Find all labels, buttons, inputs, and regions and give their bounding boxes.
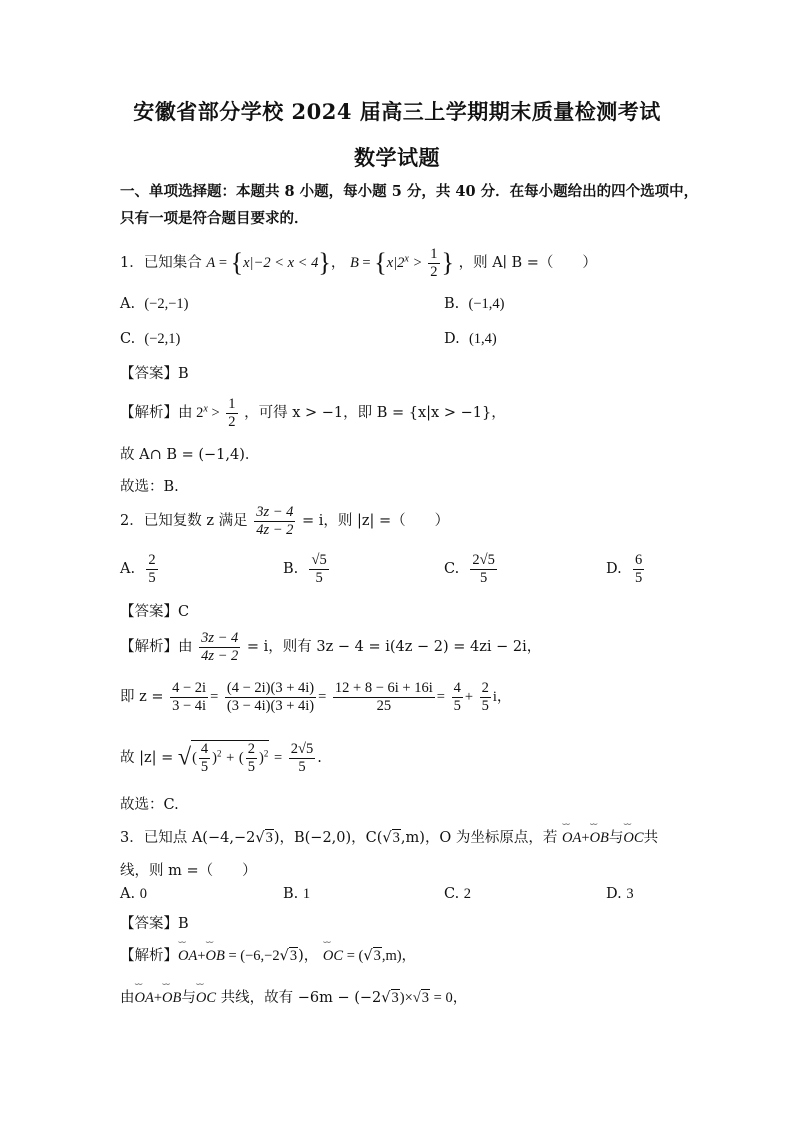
- q3-a1-end: ,m)，: [381, 948, 417, 964]
- q3-option-d-label: D.: [606, 886, 622, 902]
- q2-a2-tail: i，: [492, 689, 512, 706]
- q3-vec-ob: ⌣⌣ OB: [590, 830, 609, 847]
- q3-option-a-label: A.: [120, 886, 136, 902]
- q3-a2-vec-oa: ⌣⌣ OA: [135, 990, 154, 1007]
- q2-answer: 【答案】C: [120, 604, 190, 620]
- q3-l1-e: ,m)，O 为坐标原点，若: [400, 830, 558, 846]
- page-subtitle: 数学试题: [354, 145, 440, 170]
- q1-setB-lhs: B: [349, 255, 359, 272]
- q3-a2-vec-ob: ⌣⌣ OB: [162, 990, 181, 1007]
- q2-option-b[interactable]: [283, 552, 331, 586]
- q1-option-a-text: (−2,−1): [144, 296, 189, 312]
- q2-a1-num: 3z − 4: [201, 630, 239, 646]
- q2-option-a-den: 5: [148, 569, 156, 586]
- q3-l1-g: 共: [643, 830, 659, 846]
- q2-frac-den: 4z − 2: [256, 521, 294, 538]
- q1-choice: 故选：B.: [120, 479, 179, 495]
- q1-option-d[interactable]: [444, 331, 497, 348]
- q3-option-b-label: B.: [283, 886, 299, 902]
- q2-choice: 故选：C.: [120, 797, 179, 813]
- q1-option-c-text: (−2,1): [144, 331, 181, 347]
- q2-a2-pre: 即 z =: [120, 689, 164, 706]
- q2-a1-den: 4z − 2: [201, 647, 239, 664]
- q1-setA-body: x|−2 < x < 4: [243, 255, 319, 272]
- q2-a3-r2d: 5: [247, 758, 255, 775]
- q3-option-a[interactable]: [120, 886, 147, 903]
- q3-a1-mid2: )，: [298, 948, 319, 964]
- q1-analysis-frac: [226, 396, 237, 430]
- q2-frac-num: 3z − 4: [256, 504, 294, 520]
- q1-analysis-exp: x: [203, 403, 208, 415]
- q3-l1-f: 与: [608, 830, 624, 846]
- q3-a2-pre: 由: [120, 990, 135, 1006]
- q3-a1-vec-oa: ⌣⌣ OA: [178, 948, 197, 965]
- q1-option-b[interactable]: [444, 296, 504, 313]
- q2-analysis-label: 【解析】: [120, 639, 178, 656]
- q3-option-d-text: 3: [626, 886, 634, 902]
- q1-tail: ，则 A∣ B =（ ）: [458, 255, 597, 272]
- q1-answer: 【答案】B: [120, 366, 189, 382]
- q3-option-c-text: 2: [463, 886, 472, 902]
- q1-analysis-label: 【解析】: [120, 405, 178, 422]
- q1-setB-den: 2: [430, 263, 438, 280]
- q2-a2-f3d: 25: [376, 697, 392, 714]
- q2-option-a[interactable]: [120, 552, 160, 586]
- q1-option-a[interactable]: [120, 296, 188, 313]
- q1-analysis-a: 由 2: [178, 405, 204, 422]
- q1-prefix: 1．已知集合: [120, 255, 202, 272]
- q2-analysis-line1: [120, 630, 541, 664]
- q2-tail: = i，则 |z| =（ ）: [302, 513, 450, 530]
- q2-a3-r1d: 5: [200, 758, 209, 775]
- q3-a2-tail: 共线，故有 −6m − (−2: [220, 990, 382, 1006]
- q3-option-c[interactable]: [444, 886, 471, 903]
- q3-a1-r2: 3: [373, 948, 381, 964]
- q3-vec-oc: ⌣⌣ OC: [623, 830, 643, 847]
- q1-analysis-line1: [120, 396, 506, 430]
- q2-a2-f4d: 5: [453, 697, 461, 714]
- q3-a1-eq: = (: [343, 948, 364, 964]
- section-heading: 一、单项选择题：本题共 8 小题，每小题 5 分，共 40 分．在每小题给出的四个选项中，: [120, 183, 699, 200]
- q3-analysis-line2: 由⌣⌣ OA+⌣⌣ OB与⌣⌣ OC 共线，故有 −6m − (−2√3)×√3 = 0，: [120, 986, 467, 1007]
- q1-option-b-text: (−1,4): [468, 296, 505, 312]
- q3-answer: 【答案】B: [120, 916, 189, 932]
- question-1-stem: 1．已知集合 A = {x|−2 < x < 4}， $B = \{x|2^x$ > $\frac{1}{2}$ } ，则 A∣ B =（ ）: [120, 246, 597, 280]
- q1-setB-num: 1: [430, 246, 438, 262]
- q2-analysis-line2: 即 z = $\frac{4 - 2i}{3 - 4i}$ = $\frac{(4 - 2i)(3 + 4i)}{(3 - 4i)(3 + 4i)}$ = $\frac{12 + 8 - 6i + 16i}{25}$ = $\frac{4}{5}$ + $\frac{2}{5}$ i，: [120, 680, 512, 714]
- q2-a3-r2n: 2: [247, 741, 255, 757]
- q2-frac: [254, 504, 295, 538]
- q3-a2-r2: 3: [421, 990, 430, 1006]
- q1-option-d-text: (1,4): [468, 331, 497, 347]
- q3-a1-mid: = (−6,−2: [224, 948, 280, 964]
- q2-option-d[interactable]: [606, 552, 646, 586]
- q1-setB-x: x|2: [386, 255, 405, 272]
- q1-option-a-label: A.: [120, 296, 136, 312]
- q1-setB-rel: >: [413, 255, 422, 272]
- q2-option-c-label: C.: [444, 561, 460, 578]
- q3-l1-a: 3．已知点 A(−4,−2: [120, 830, 256, 846]
- q3-option-b[interactable]: [283, 886, 310, 903]
- q2-option-d-den: 5: [634, 569, 643, 586]
- q2-a2-f1n: 4 − 2i: [172, 680, 207, 696]
- q1-setB-frac: [428, 246, 439, 280]
- q3-analysis-label: 【解析】: [120, 948, 178, 964]
- q3-l1-d: 3: [392, 830, 400, 846]
- q2-a3-pre: 故 |z| =: [120, 750, 174, 767]
- q2-prefix: 2．已知复数 z 满足: [120, 513, 248, 530]
- q3-a2-end: )×: [399, 990, 413, 1006]
- q2-option-b-den: 5: [315, 569, 323, 586]
- q1-analysis-b: >: [207, 405, 220, 422]
- q3-vec-oa: ⌣⌣ OA: [562, 830, 581, 847]
- q3-a2-zero: = 0，: [430, 990, 468, 1006]
- q1-setA-lhs: A: [206, 255, 216, 272]
- q2-a2-f2d: (3 − 4i)(3 + 4i): [226, 697, 315, 714]
- q2-option-d-num: 6: [634, 552, 643, 568]
- q2-option-c[interactable]: [444, 552, 499, 586]
- q2-option-c-num: 2√5: [472, 552, 495, 568]
- q2-analysis-line3: 故 |z| = √( $\frac{4}{5}$ )$^2$ + ( $\frac{2}{5}$ )$^2$ = $\frac{2√5}{5}$ .: [120, 741, 322, 775]
- q1-analysis-num: 1: [228, 396, 236, 412]
- q3-a1-vec-oc: ⌣⌣ OC: [323, 948, 343, 965]
- q1-option-d-label: D.: [444, 331, 460, 347]
- q2-option-b-num: √5: [311, 552, 327, 568]
- q1-option-b-label: B.: [444, 296, 460, 312]
- q2-a2-f5d: 5: [481, 697, 489, 714]
- q3-stem-line2: 线，则 m =（ ）: [120, 863, 257, 879]
- q3-a1-r1: 3: [289, 948, 298, 964]
- q2-a2-f2n: (4 − 2i)(3 + 4i): [226, 680, 315, 696]
- question-2-stem: [120, 504, 449, 538]
- q3-l1-c: )，B(−2,0)，C(: [273, 830, 383, 846]
- q2-a3-r1n: 4: [200, 741, 209, 757]
- q2-a1-pre: 由: [178, 639, 193, 656]
- q1-option-c[interactable]: [120, 331, 180, 348]
- page-title: 安徽省部分学校 2024 届高三上学期期末质量检测考试: [133, 99, 661, 124]
- q2-option-d-label: D.: [606, 561, 622, 578]
- q2-option-a-num: 2: [148, 552, 156, 568]
- q3-a1-vec-ob: ⌣⌣ OB: [206, 948, 225, 965]
- section-heading-cont: 只有一项是符合题目要求的．: [120, 210, 309, 227]
- q2-a2-f3n: 12 + 8 − 6i + 16i: [334, 680, 433, 696]
- q2-option-b-label: B.: [283, 561, 299, 578]
- q1-analysis-c: ，可得 x > −1，即 B = {x|x > −1}，: [244, 405, 506, 422]
- q1-setB-exp: x: [404, 253, 409, 265]
- q2-a2-f1d: 3 − 4i: [172, 697, 207, 714]
- q2-a1-tail: = i，则有 3z − 4 = i(4z − 2) = 4zi − 2i，: [246, 639, 542, 656]
- q2-a3-resd: 5: [298, 758, 306, 775]
- question-3-stem: 3．已知点 A(−4,−2√3)，B(−2,0)，C(√3,m)，O 为坐标原点，若 ⌣⌣ OA+⌣⌣ OB与⌣⌣ OC共: [120, 826, 658, 847]
- q1-analysis-den: 2: [228, 413, 236, 430]
- q2-option-a-label: A.: [120, 561, 136, 578]
- q2-a2-f4n: 4: [453, 680, 461, 696]
- q3-option-d[interactable]: [606, 886, 634, 903]
- q3-a2-vec-oc: ⌣⌣ OC: [196, 990, 216, 1007]
- q3-analysis-line1: 【解析】⌣⌣ OA+⌣⌣ OB = (−6,−2√3)， ⌣⌣ OC = (√3,m)，: [120, 944, 416, 965]
- q3-option-c-label: C.: [444, 886, 460, 902]
- q3-option-b-text: 1: [302, 886, 311, 902]
- q2-a3-exp1: 2: [217, 748, 222, 759]
- q3-l1-b: 3: [265, 830, 273, 846]
- q2-a3-resn: 2√5: [290, 741, 314, 757]
- q2-a2-f5n: 2: [481, 680, 489, 696]
- q3-a2-mid: 与: [181, 990, 196, 1006]
- q3-option-a-text: 0: [139, 886, 147, 902]
- q3-a2-r: 3: [391, 990, 399, 1006]
- q1-option-c-label: C.: [120, 331, 136, 347]
- q1-analysis-line2: 故 A∩ B = (−1,4)．: [120, 447, 260, 463]
- q2-a3-exp2: 2: [263, 748, 269, 759]
- q2-option-c-den: 5: [480, 569, 488, 586]
